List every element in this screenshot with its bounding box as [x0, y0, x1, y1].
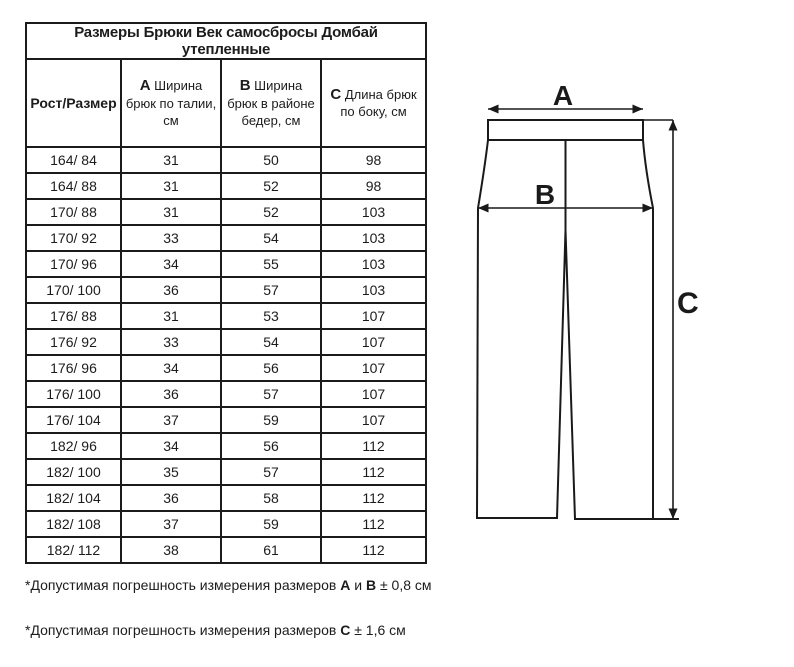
waistband-shape	[488, 120, 643, 140]
cell-value: 33	[121, 225, 221, 251]
cell-value: 103	[321, 277, 426, 303]
cell-size: 170/ 92	[26, 225, 121, 251]
footnote-letter-c: C	[340, 622, 351, 638]
cell-value: 112	[321, 459, 426, 485]
cell-size: 164/ 84	[26, 147, 121, 173]
cell-value: 54	[221, 329, 321, 355]
cell-size: 176/ 96	[26, 355, 121, 381]
cell-value: 57	[221, 459, 321, 485]
cell-value: 36	[121, 485, 221, 511]
cell-value: 31	[121, 303, 221, 329]
table-body	[26, 147, 426, 563]
size-table	[25, 22, 427, 564]
table-row	[26, 381, 426, 407]
cell-value: 98	[321, 147, 426, 173]
cell-value: 34	[121, 251, 221, 277]
pants-diagram	[455, 70, 755, 570]
cell-value: 112	[321, 511, 426, 537]
cell-value: 50	[221, 147, 321, 173]
cell-value: 55	[221, 251, 321, 277]
cell-size: 182/ 108	[26, 511, 121, 537]
cell-size: 170/ 88	[26, 199, 121, 225]
cell-value: 59	[221, 511, 321, 537]
cell-value: 107	[321, 407, 426, 433]
cell-value: 37	[121, 511, 221, 537]
footnote-tolerance-c	[25, 622, 406, 638]
cell-value: 98	[321, 173, 426, 199]
cell-value: 35	[121, 459, 221, 485]
table-row	[26, 251, 426, 277]
cell-size: 182/ 96	[26, 433, 121, 459]
footnote-star: *	[25, 577, 31, 593]
cell-value: 112	[321, 537, 426, 563]
footnote-star: *	[25, 622, 31, 638]
dimension-label-b: B	[534, 179, 556, 210]
cell-value: 57	[221, 277, 321, 303]
cell-value: 31	[121, 147, 221, 173]
column-header: A Ширина брюк по талии, см	[121, 59, 221, 147]
footnote-text: Допустимая погрешность измерения размеров	[30, 577, 337, 593]
column-header-size: Рост/Размер	[26, 59, 121, 147]
table-row	[26, 459, 426, 485]
table-row	[26, 485, 426, 511]
table-row	[26, 199, 426, 225]
cell-value: 58	[221, 485, 321, 511]
cell-size: 176/ 92	[26, 329, 121, 355]
table-header-row	[26, 59, 426, 147]
cell-value: 37	[121, 407, 221, 433]
table-row	[26, 329, 426, 355]
footnote-tolerance-value: ± 1,6 см	[354, 622, 406, 638]
cell-size: 182/ 104	[26, 485, 121, 511]
table-row	[26, 511, 426, 537]
cell-value: 36	[121, 277, 221, 303]
cell-size: 176/ 100	[26, 381, 121, 407]
table-row	[26, 433, 426, 459]
cell-size: 176/ 104	[26, 407, 121, 433]
footnote-tolerance-ab	[25, 577, 432, 593]
cell-value: 59	[221, 407, 321, 433]
cell-value: 112	[321, 433, 426, 459]
cell-size: 182/ 112	[26, 537, 121, 563]
table-row	[26, 537, 426, 563]
cell-size: 164/ 88	[26, 173, 121, 199]
cell-value: 52	[221, 173, 321, 199]
cell-value: 103	[321, 199, 426, 225]
table-row	[26, 277, 426, 303]
cell-size: 170/ 96	[26, 251, 121, 277]
dimension-label-a: A	[552, 80, 574, 111]
table-row	[26, 355, 426, 381]
cell-value: 56	[221, 355, 321, 381]
pants-right-side-shape	[643, 140, 653, 519]
cell-value: 53	[221, 303, 321, 329]
cell-value: 103	[321, 225, 426, 251]
column-letter: A	[139, 77, 151, 95]
column-letter: C	[330, 85, 342, 103]
cell-value: 33	[121, 329, 221, 355]
table-row	[26, 173, 426, 199]
table-row	[26, 147, 426, 173]
column-letter: B	[239, 77, 251, 95]
footnote-text: Допустимая погрешность измерения размеров	[30, 622, 337, 638]
cell-value: 52	[221, 199, 321, 225]
table-row	[26, 407, 426, 433]
cell-value: 57	[221, 381, 321, 407]
cell-value: 112	[321, 485, 426, 511]
column-header: C Длина брюк по боку, см	[321, 59, 426, 147]
table-title: Размеры Брюки Век самосбросы Домбай утепленные	[26, 23, 426, 59]
cell-size: 170/ 100	[26, 277, 121, 303]
cell-value: 103	[321, 251, 426, 277]
cell-value: 31	[121, 173, 221, 199]
footnote-and: и	[354, 577, 363, 593]
cell-value: 61	[221, 537, 321, 563]
cell-value: 107	[321, 303, 426, 329]
cell-size: 182/ 100	[26, 459, 121, 485]
footnote-letter-b: B	[365, 577, 377, 593]
cell-value: 56	[221, 433, 321, 459]
cell-size: 176/ 88	[26, 303, 121, 329]
cell-value: 107	[321, 329, 426, 355]
pants-body-shape	[477, 140, 679, 519]
column-header: B Ширина брюк в районе бедер, см	[221, 59, 321, 147]
cell-value: 107	[321, 355, 426, 381]
cell-value: 54	[221, 225, 321, 251]
cell-value: 36	[121, 381, 221, 407]
table-row	[26, 303, 426, 329]
table-title-row	[26, 23, 426, 59]
cell-value: 38	[121, 537, 221, 563]
cell-value: 107	[321, 381, 426, 407]
cell-value: 34	[121, 355, 221, 381]
cell-value: 31	[121, 199, 221, 225]
cell-value: 34	[121, 433, 221, 459]
dimension-label-c: C	[677, 287, 699, 320]
footnote-letter-a: A	[340, 577, 351, 593]
table-row	[26, 225, 426, 251]
footnote-tolerance-value: ± 0,8 см	[379, 577, 432, 593]
